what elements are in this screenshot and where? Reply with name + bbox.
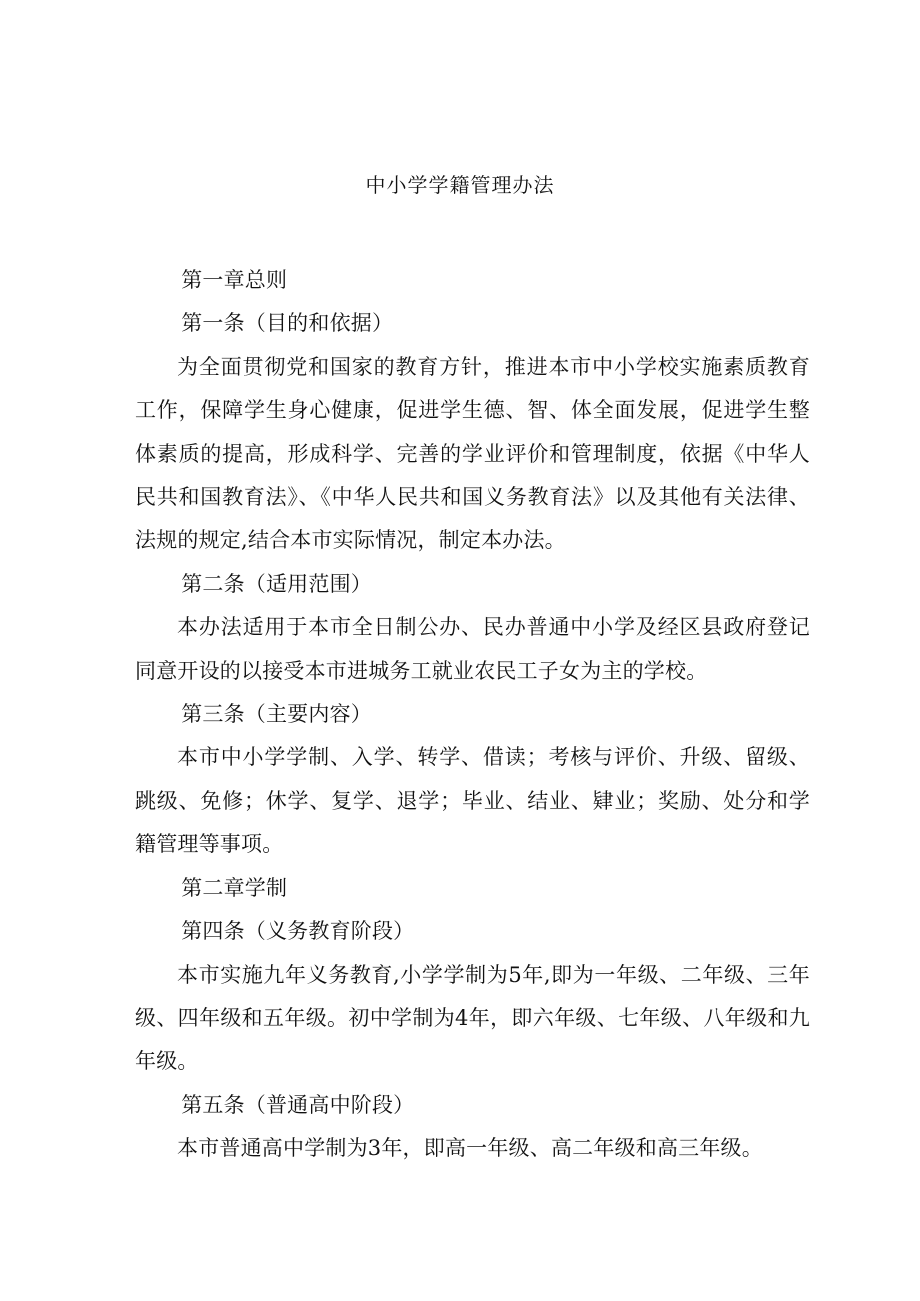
article-paragraph: 本市实施九年义务教育,小学学制为5年,即为一年级、二年级、三年级、四年级和五年级。初中学制为4年，即六年级、七年级、八年级和九年级。 [135, 962, 810, 1074]
chapter-heading: 第一章总则 [181, 268, 288, 292]
article-heading: 第三条（主要内容） [181, 702, 372, 727]
article-paragraph: 本市普通高中学制为3年，即高一年级、高二年级和高三年级。 [177, 1136, 763, 1161]
article-heading: 第五条（普通高中阶段） [181, 1092, 415, 1117]
article-paragraph: 为全面贯彻党和国家的教育方针，推进本市中小学校实施素质教育工作，保障学生身心健康，促进学生德、智、体全面发展，促进学生整体素质的提高，形成科学、完善的学业评价和管理制度，依据《中华人民共和国教育法》、《中华人民共和国义务教育法》以及其他有关法律、法规的规定,结合本市实际情况，制定本办法。 [135, 354, 810, 553]
document-title: 中小学学籍管理办法 [365, 173, 555, 197]
article-heading: 第一条（目的和依据） [181, 311, 394, 336]
chapter-heading: 第二章学制 [181, 875, 288, 900]
article-paragraph: 本办法适用于本市全日制公办、民办普通中小学及经区县政府登记同意开设的以接受本市进城务工就业农民工子女为主的学校。 [135, 615, 810, 683]
article-heading: 第二条（适用范围） [181, 571, 372, 596]
article-paragraph: 本市中小学学制、入学、转学、借读；考核与评价、升级、留级、跳级、免修；休学、复学、退学；毕业、结业、肄业；奖励、处分和学籍管理等事项。 [135, 745, 810, 857]
document-body [135, 259, 810, 1171]
article-heading: 第四条（义务教育阶段） [181, 919, 415, 944]
